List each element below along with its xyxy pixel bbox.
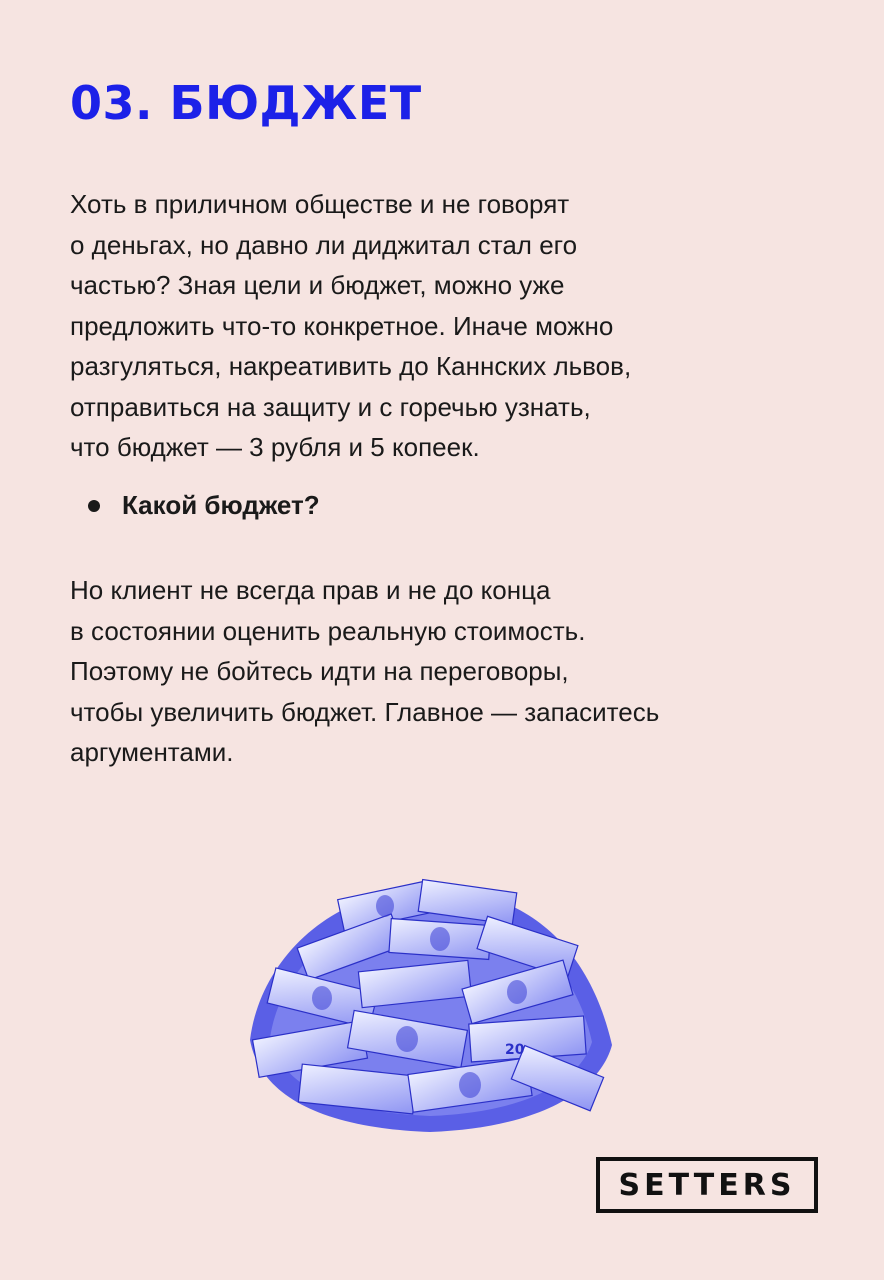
text-line: о деньгах, но давно ли диджитал стал его (70, 229, 578, 260)
text-line: разгуляться, накреативить до Каннских львов, (70, 351, 632, 381)
text-line: чтобы увеличить бюджет. Главное — запаситесь (70, 696, 660, 727)
intro-paragraph (70, 184, 830, 468)
brand-logo (596, 1157, 818, 1213)
text-line: аргументами. (70, 737, 234, 767)
brand-logo-text: SETTERS (618, 1167, 796, 1203)
text-line: отправиться на защиту и с горечью узнать, (70, 391, 591, 422)
bullet-label: Какой бюджет? (122, 490, 320, 520)
banknote-label: 20 (505, 1042, 525, 1058)
text-line: Поэтому не бойтесь идти на переговоры, (70, 656, 569, 686)
page-title: 03. БЮДЖЕТ (70, 76, 422, 130)
bullet-dot-icon (88, 500, 100, 512)
advice-paragraph (70, 570, 830, 773)
money-pile-icon (240, 870, 620, 1140)
text-line: Хоть в приличном обществе и не говорят (70, 189, 570, 219)
text-line: что бюджет — 3 рубля и 5 копеек. (70, 432, 480, 462)
text-line: Но клиент не всегда прав и не до конца (70, 575, 551, 605)
bullet-item (88, 490, 320, 521)
text-line: предложить что-то конкретное. Иначе можно (70, 310, 614, 341)
text-line: в состоянии оценить реальную стоимость. (70, 615, 586, 646)
text-line: частью? Зная цели и бюджет, можно уже (70, 270, 565, 300)
